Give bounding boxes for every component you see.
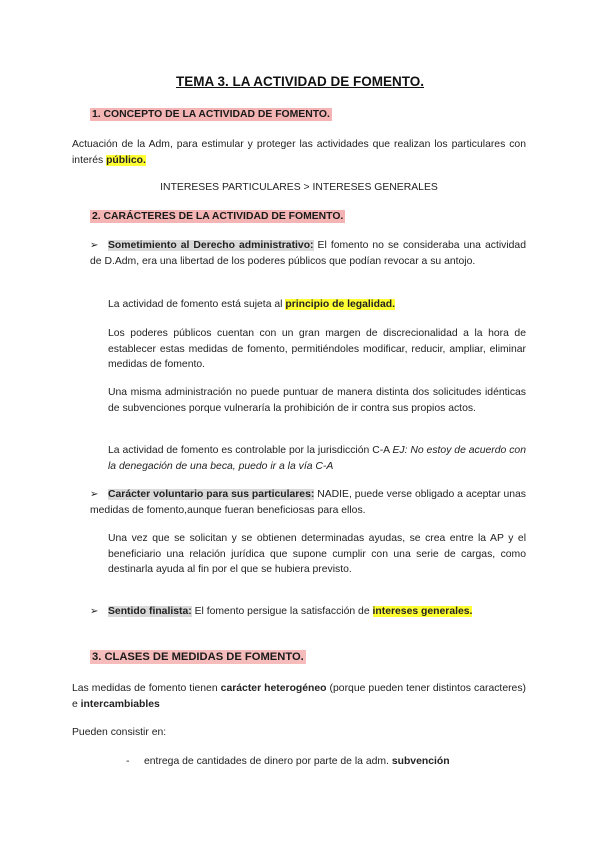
highlight-legalidad: principio de legalidad. xyxy=(285,299,396,310)
paragraph-discrecionalidad: Los poderes públicos cuentan con un gran margen de discrecionalidad a la hora de establecer estas medidas de fomento, permitiéndoles modificar, reducir, ampliar, eliminar medidas de fomento. xyxy=(108,328,526,370)
paragraph-heterogeneo: Las medidas de fomento tienen carácter heterogéneo (porque pueden tener distintos caracteres) e intercambiables xyxy=(72,683,526,710)
highlight-intereses-generales: intereses generales. xyxy=(372,606,473,617)
paragraph-actos-propios: Una misma administración no puede puntuar de manera distinta dos solicitudes idénticas de subvenciones porque vulneraría la prohibición de ir contra sus propios actos. xyxy=(108,387,526,414)
bullet-voluntario: ➢ Carácter voluntario para sus particulares: NADIE, puede verse obligado a aceptar unas medidas de fomento,aunque fueran beneficiosas para ellos. xyxy=(90,489,526,516)
arrow-bullet-icon: ➢ xyxy=(90,240,99,251)
interests-formula: INTERESES PARTICULARES > INTERESES GENERALES xyxy=(160,182,438,193)
bullet-sometimiento: ➢ Sometimiento al Derecho administrativo: El fomento no se consideraba una actividad de D.Adm, era una libertad de los poderes públicos que podían revocar a su antojo. xyxy=(90,240,526,267)
section-3-heading: 3. CLASES DE MEDIDAS DE FOMENTO. xyxy=(92,651,304,663)
bullet-finalista: ➢ Sentido finalista: El fomento persigue la satisfacción de intereses generales. xyxy=(90,604,526,620)
paragraph-legalidad: La actividad de fomento está sujeta al principio de legalidad. xyxy=(108,299,396,310)
paragraph-pueden-consistir: Pueden consistir en: xyxy=(72,727,167,738)
section-1-paragraph: Actuación de la Adm, para estimular y proteger las actividades que realizan los particulares con interés público. xyxy=(72,139,526,166)
dash-bullet: - xyxy=(126,756,130,767)
paragraph-jurisdiccion: La actividad de fomento es controlable por la jurisdicción C-A EJ: No estoy de acuerdo con la denegación de una beca, puedo ir a la vía C-A xyxy=(108,445,526,472)
arrow-bullet-icon: ➢ xyxy=(90,489,99,500)
list-item-subvencion: entrega de cantidades de dinero por parte de la adm. subvención xyxy=(144,756,450,767)
arrow-bullet-icon: ➢ xyxy=(90,606,99,617)
paragraph-relacion-juridica: Una vez que se solicitan y se obtienen determinadas ayudas, se crea entre la AP y el beneficiario una relación jurídica que supone cumplir con una serie de cargas, como destinarla ayuda al fin por el que se hubiera previsto. xyxy=(108,533,526,575)
document-title: TEMA 3. LA ACTIVIDAD DE FOMENTO. xyxy=(175,74,424,89)
highlight-publico: público. xyxy=(106,154,146,166)
section-1-heading: 1. CONCEPTO DE LA ACTIVIDAD DE FOMENTO. xyxy=(92,109,330,120)
section-2-heading: 2. CARÁCTERES DE LA ACTIVIDAD DE FOMENTO. xyxy=(92,211,344,222)
